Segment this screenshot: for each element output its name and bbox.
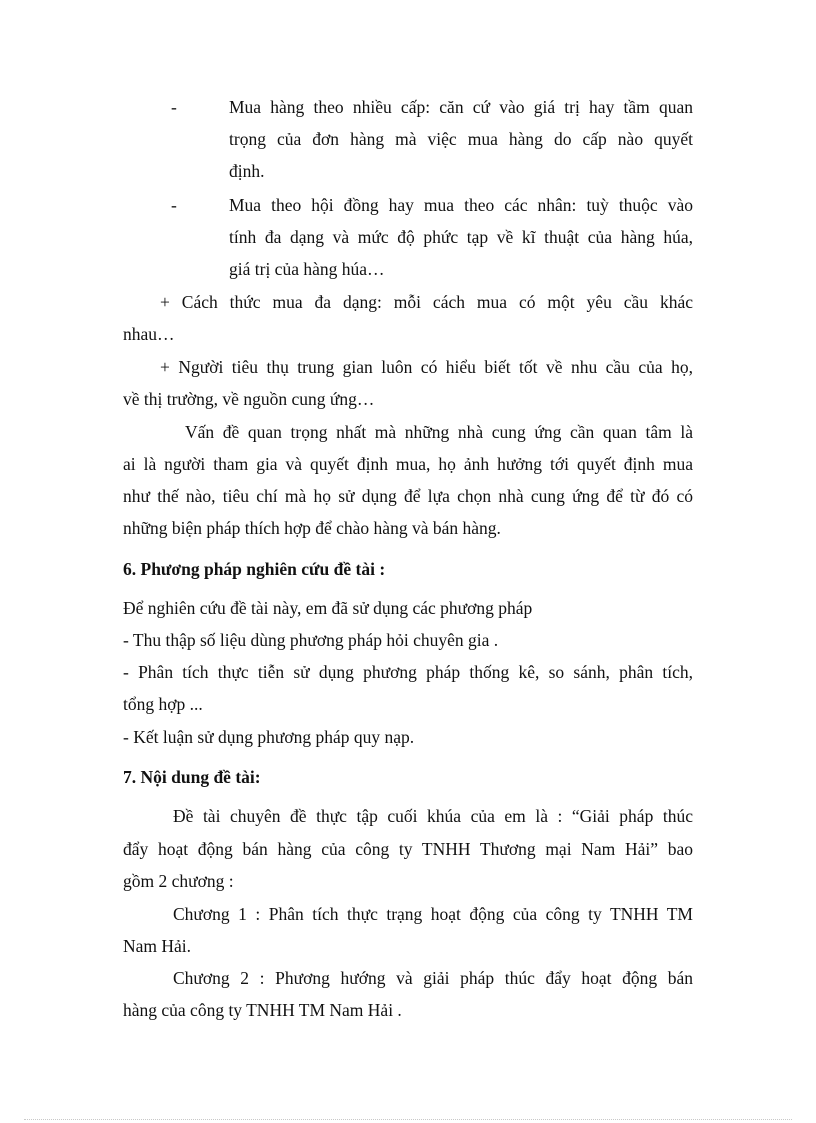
body-line: Nam Hải. [123,936,192,956]
page-bottom-rule [24,1119,792,1120]
body-line: tính đa dạng và mức độ phức tạp về kĩ thuật của hàng húa, [229,227,693,247]
body-line: về thị trường, về nguồn cung ứng… [123,389,375,409]
body-line: Đề tài chuyên đề thực tập cuối khúa của em là : “Giải pháp thúc [173,806,693,826]
body-line: nhau… [123,324,175,344]
body-line: ai là người tham gia và quyết định mua, họ ảnh hưởng tới quyết định mua [123,454,693,474]
body-line: - Kết luận sử dụng phương pháp quy nạp. [123,727,415,747]
body-line: - Thu thập số liệu dùng phương pháp hỏi chuyên gia . [123,630,499,650]
body-line: gồm 2 chương : [123,871,234,891]
body-line: tổng hợp ... [123,694,203,714]
body-line: Vấn đề quan trọng nhất mà những nhà cung ứng cần quan tâm là [185,422,693,442]
section-heading: 6. Phương pháp nghiên cứu đề tài : [123,559,386,579]
body-line: + Người tiêu thụ trung gian luôn có hiểu biết tốt về nhu cầu của họ, [160,357,693,377]
body-line: đẩy hoạt động bán hàng của công ty TNHH Thương mại Nam Hải” bao [123,839,693,859]
body-line: giá trị của hàng húa… [229,259,385,279]
body-line: hàng của công ty TNHH TM Nam Hải . [123,1000,402,1020]
body-line: Để nghiên cứu đề tài này, em đã sử dụng các phương pháp [123,598,533,618]
body-line: trọng của đơn hàng mà việc mua hàng do cấp nào quyết [229,129,693,149]
body-line: như thế nào, tiêu chí mà họ sử dụng để lựa chọn nhà cung ứng để từ đó có [123,486,693,506]
body-line: - Phân tích thực tiễn sử dụng phương pháp thống kê, so sánh, phân tích, [123,662,693,682]
body-line: Chương 1 : Phân tích thực trạng hoạt động của công ty TNHH TM [173,904,693,924]
section-heading: 7. Nội dung đề tài: [123,767,261,787]
bullet-dash: - [171,97,177,117]
body-line: Mua hàng theo nhiều cấp: căn cứ vào giá trị hay tầm quan [229,97,693,117]
body-line: Mua theo hội đồng hay mua theo các nhân: tuỳ thuộc vào [229,195,693,215]
bullet-dash: - [171,195,177,215]
body-line: những biện pháp thích hợp để chào hàng và bán hàng. [123,518,501,538]
body-line: Chương 2 : Phương hướng và giải pháp thúc đẩy hoạt động bán [173,968,693,988]
body-line: định. [229,161,265,181]
body-line: + Cách thức mua đa dạng: mỗi cách mua có một yêu cầu khác [160,292,693,312]
